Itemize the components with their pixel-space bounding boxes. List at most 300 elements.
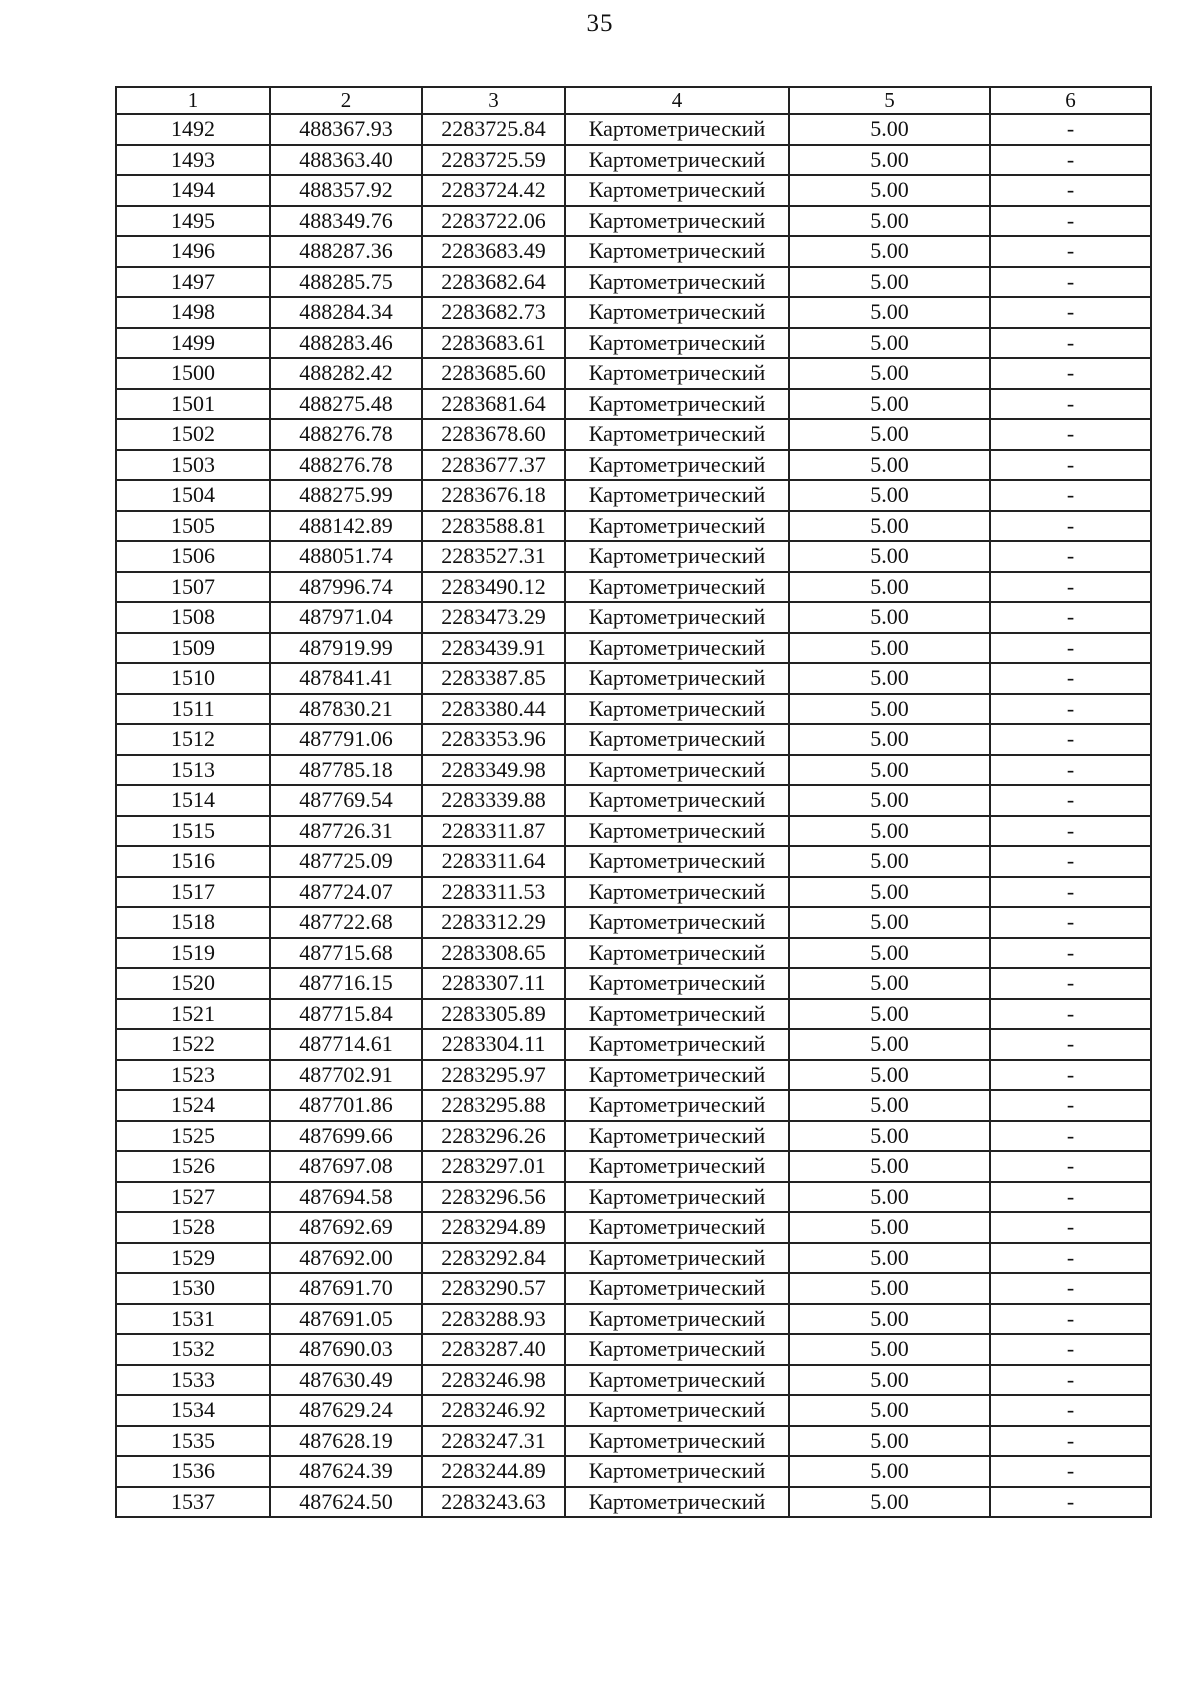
description-cell: - <box>990 114 1151 145</box>
accuracy-cell: 5.00 <box>789 541 990 572</box>
table-row <box>116 1212 1151 1243</box>
x-coordinate-cell: 487722.68 <box>270 907 422 938</box>
description-cell: - <box>990 1151 1151 1182</box>
accuracy-cell: 5.00 <box>789 1090 990 1121</box>
table-row <box>116 1121 1151 1152</box>
accuracy-cell: 5.00 <box>789 206 990 237</box>
point-number-cell: 1528 <box>116 1212 270 1243</box>
accuracy-cell: 5.00 <box>789 328 990 359</box>
y-coordinate-cell: 2283527.31 <box>422 541 565 572</box>
x-coordinate-cell: 487715.68 <box>270 938 422 969</box>
point-number-cell: 1510 <box>116 663 270 694</box>
x-coordinate-cell: 487724.07 <box>270 877 422 908</box>
method-cell: Картометрический <box>565 175 789 206</box>
point-number-cell: 1494 <box>116 175 270 206</box>
x-coordinate-cell: 487714.61 <box>270 1029 422 1060</box>
accuracy-cell: 5.00 <box>789 175 990 206</box>
y-coordinate-cell: 2283725.84 <box>422 114 565 145</box>
point-number-cell: 1492 <box>116 114 270 145</box>
description-cell: - <box>990 755 1151 786</box>
description-cell: - <box>990 724 1151 755</box>
method-cell: Картометрический <box>565 572 789 603</box>
coordinates-table <box>115 86 1152 1518</box>
table-row <box>116 572 1151 603</box>
accuracy-cell: 5.00 <box>789 1395 990 1426</box>
method-cell: Картометрический <box>565 1212 789 1243</box>
method-cell: Картометрический <box>565 511 789 542</box>
table-row <box>116 389 1151 420</box>
x-coordinate-cell: 488367.93 <box>270 114 422 145</box>
x-coordinate-cell: 488283.46 <box>270 328 422 359</box>
description-cell: - <box>990 1456 1151 1487</box>
description-cell: - <box>990 175 1151 206</box>
description-cell: - <box>990 419 1151 450</box>
x-coordinate-cell: 487716.15 <box>270 968 422 999</box>
x-coordinate-cell: 488349.76 <box>270 206 422 237</box>
point-number-cell: 1514 <box>116 785 270 816</box>
table-row <box>116 694 1151 725</box>
accuracy-cell: 5.00 <box>789 724 990 755</box>
method-cell: Картометрический <box>565 145 789 176</box>
method-cell: Картометрический <box>565 724 789 755</box>
table-row <box>116 724 1151 755</box>
x-coordinate-cell: 487694.58 <box>270 1182 422 1213</box>
accuracy-cell: 5.00 <box>789 816 990 847</box>
y-coordinate-cell: 2283353.96 <box>422 724 565 755</box>
method-cell: Картометрический <box>565 389 789 420</box>
description-cell: - <box>990 328 1151 359</box>
x-coordinate-cell: 487791.06 <box>270 724 422 755</box>
table-row <box>116 1395 1151 1426</box>
method-cell: Картометрический <box>565 328 789 359</box>
method-cell: Картометрический <box>565 480 789 511</box>
x-coordinate-cell: 488276.78 <box>270 450 422 481</box>
accuracy-cell: 5.00 <box>789 907 990 938</box>
point-number-cell: 1499 <box>116 328 270 359</box>
accuracy-cell: 5.00 <box>789 450 990 481</box>
point-number-cell: 1513 <box>116 755 270 786</box>
point-number-cell: 1527 <box>116 1182 270 1213</box>
accuracy-cell: 5.00 <box>789 1212 990 1243</box>
description-cell: - <box>990 145 1151 176</box>
table-row <box>116 297 1151 328</box>
method-cell: Картометрический <box>565 267 789 298</box>
table-row <box>116 1090 1151 1121</box>
accuracy-cell: 5.00 <box>789 755 990 786</box>
point-number-cell: 1511 <box>116 694 270 725</box>
y-coordinate-cell: 2283304.11 <box>422 1029 565 1060</box>
point-number-cell: 1496 <box>116 236 270 267</box>
method-cell: Картометрический <box>565 1304 789 1335</box>
accuracy-cell: 5.00 <box>789 358 990 389</box>
point-number-cell: 1512 <box>116 724 270 755</box>
y-coordinate-cell: 2283246.98 <box>422 1365 565 1396</box>
point-number-cell: 1501 <box>116 389 270 420</box>
x-coordinate-cell: 488363.40 <box>270 145 422 176</box>
point-number-cell: 1505 <box>116 511 270 542</box>
table-row <box>116 816 1151 847</box>
method-cell: Картометрический <box>565 694 789 725</box>
x-coordinate-cell: 487699.66 <box>270 1121 422 1152</box>
x-coordinate-cell: 487996.74 <box>270 572 422 603</box>
point-number-cell: 1507 <box>116 572 270 603</box>
y-coordinate-cell: 2283490.12 <box>422 572 565 603</box>
description-cell: - <box>990 1426 1151 1457</box>
table-row <box>116 175 1151 206</box>
table-row <box>116 267 1151 298</box>
accuracy-cell: 5.00 <box>789 1334 990 1365</box>
point-number-cell: 1508 <box>116 602 270 633</box>
description-cell: - <box>990 389 1151 420</box>
column-header: 2 <box>270 87 422 114</box>
accuracy-cell: 5.00 <box>789 1243 990 1274</box>
method-cell: Картометрический <box>565 1334 789 1365</box>
accuracy-cell: 5.00 <box>789 114 990 145</box>
y-coordinate-cell: 2283681.64 <box>422 389 565 420</box>
accuracy-cell: 5.00 <box>789 389 990 420</box>
accuracy-cell: 5.00 <box>789 236 990 267</box>
y-coordinate-cell: 2283387.85 <box>422 663 565 694</box>
method-cell: Картометрический <box>565 206 789 237</box>
column-header: 6 <box>990 87 1151 114</box>
description-cell: - <box>990 1243 1151 1274</box>
table-row <box>116 907 1151 938</box>
method-cell: Картометрический <box>565 938 789 969</box>
accuracy-cell: 5.00 <box>789 846 990 877</box>
accuracy-cell: 5.00 <box>789 145 990 176</box>
point-number-cell: 1516 <box>116 846 270 877</box>
point-number-cell: 1534 <box>116 1395 270 1426</box>
point-number-cell: 1520 <box>116 968 270 999</box>
x-coordinate-cell: 488282.42 <box>270 358 422 389</box>
page-number: 35 <box>586 10 614 37</box>
method-cell: Картометрический <box>565 1151 789 1182</box>
x-coordinate-cell: 487624.50 <box>270 1487 422 1518</box>
description-cell: - <box>990 877 1151 908</box>
table-row <box>116 938 1151 969</box>
x-coordinate-cell: 488275.48 <box>270 389 422 420</box>
column-header: 5 <box>789 87 990 114</box>
accuracy-cell: 5.00 <box>789 1029 990 1060</box>
method-cell: Картометрический <box>565 602 789 633</box>
y-coordinate-cell: 2283292.84 <box>422 1243 565 1274</box>
y-coordinate-cell: 2283722.06 <box>422 206 565 237</box>
description-cell: - <box>990 1365 1151 1396</box>
x-coordinate-cell: 487628.19 <box>270 1426 422 1457</box>
point-number-cell: 1509 <box>116 633 270 664</box>
method-cell: Картометрический <box>565 1273 789 1304</box>
y-coordinate-cell: 2283294.89 <box>422 1212 565 1243</box>
description-cell: - <box>990 633 1151 664</box>
description-cell: - <box>990 1395 1151 1426</box>
method-cell: Картометрический <box>565 541 789 572</box>
description-cell: - <box>990 1304 1151 1335</box>
point-number-cell: 1536 <box>116 1456 270 1487</box>
description-cell: - <box>990 694 1151 725</box>
x-coordinate-cell: 487691.05 <box>270 1304 422 1335</box>
point-number-cell: 1525 <box>116 1121 270 1152</box>
y-coordinate-cell: 2283339.88 <box>422 785 565 816</box>
table-row <box>116 1304 1151 1335</box>
table-row <box>116 755 1151 786</box>
x-coordinate-cell: 487726.31 <box>270 816 422 847</box>
description-cell: - <box>990 358 1151 389</box>
method-cell: Картометрический <box>565 1487 789 1518</box>
table-row <box>116 1029 1151 1060</box>
x-coordinate-cell: 487702.91 <box>270 1060 422 1091</box>
table-row <box>116 1426 1151 1457</box>
point-number-cell: 1506 <box>116 541 270 572</box>
y-coordinate-cell: 2283297.01 <box>422 1151 565 1182</box>
point-number-cell: 1497 <box>116 267 270 298</box>
y-coordinate-cell: 2283588.81 <box>422 511 565 542</box>
x-coordinate-cell: 488051.74 <box>270 541 422 572</box>
method-cell: Картометрический <box>565 785 789 816</box>
accuracy-cell: 5.00 <box>789 1365 990 1396</box>
x-coordinate-cell: 488287.36 <box>270 236 422 267</box>
point-number-cell: 1504 <box>116 480 270 511</box>
method-cell: Картометрический <box>565 1395 789 1426</box>
method-cell: Картометрический <box>565 663 789 694</box>
y-coordinate-cell: 2283247.31 <box>422 1426 565 1457</box>
y-coordinate-cell: 2283287.40 <box>422 1334 565 1365</box>
description-cell: - <box>990 938 1151 969</box>
method-cell: Картометрический <box>565 816 789 847</box>
description-cell: - <box>990 206 1151 237</box>
accuracy-cell: 5.00 <box>789 1304 990 1335</box>
point-number-cell: 1515 <box>116 816 270 847</box>
y-coordinate-cell: 2283724.42 <box>422 175 565 206</box>
point-number-cell: 1498 <box>116 297 270 328</box>
y-coordinate-cell: 2283311.64 <box>422 846 565 877</box>
point-number-cell: 1495 <box>116 206 270 237</box>
table-row <box>116 1273 1151 1304</box>
description-cell: - <box>990 267 1151 298</box>
y-coordinate-cell: 2283473.29 <box>422 602 565 633</box>
y-coordinate-cell: 2283290.57 <box>422 1273 565 1304</box>
x-coordinate-cell: 487919.99 <box>270 633 422 664</box>
point-number-cell: 1524 <box>116 1090 270 1121</box>
description-cell: - <box>990 1182 1151 1213</box>
method-cell: Картометрический <box>565 1060 789 1091</box>
method-cell: Картометрический <box>565 907 789 938</box>
y-coordinate-cell: 2283288.93 <box>422 1304 565 1335</box>
y-coordinate-cell: 2283295.97 <box>422 1060 565 1091</box>
table-row <box>116 236 1151 267</box>
description-cell: - <box>990 816 1151 847</box>
description-cell: - <box>990 572 1151 603</box>
table-row <box>116 145 1151 176</box>
method-cell: Картометрический <box>565 358 789 389</box>
accuracy-cell: 5.00 <box>789 1151 990 1182</box>
accuracy-cell: 5.00 <box>789 1273 990 1304</box>
table-row <box>116 358 1151 389</box>
description-cell: - <box>990 1060 1151 1091</box>
accuracy-cell: 5.00 <box>789 694 990 725</box>
table-row <box>116 846 1151 877</box>
y-coordinate-cell: 2283307.11 <box>422 968 565 999</box>
table-row <box>116 480 1151 511</box>
table-row <box>116 450 1151 481</box>
y-coordinate-cell: 2283246.92 <box>422 1395 565 1426</box>
accuracy-cell: 5.00 <box>789 968 990 999</box>
x-coordinate-cell: 487690.03 <box>270 1334 422 1365</box>
x-coordinate-cell: 487769.54 <box>270 785 422 816</box>
method-cell: Картометрический <box>565 968 789 999</box>
x-coordinate-cell: 488275.99 <box>270 480 422 511</box>
point-number-cell: 1493 <box>116 145 270 176</box>
x-coordinate-cell: 487715.84 <box>270 999 422 1030</box>
table-row <box>116 206 1151 237</box>
x-coordinate-cell: 487624.39 <box>270 1456 422 1487</box>
point-number-cell: 1530 <box>116 1273 270 1304</box>
table-row <box>116 1334 1151 1365</box>
x-coordinate-cell: 487629.24 <box>270 1395 422 1426</box>
description-cell: - <box>990 602 1151 633</box>
table-row <box>116 968 1151 999</box>
accuracy-cell: 5.00 <box>789 633 990 664</box>
point-number-cell: 1518 <box>116 907 270 938</box>
y-coordinate-cell: 2283683.61 <box>422 328 565 359</box>
accuracy-cell: 5.00 <box>789 1456 990 1487</box>
x-coordinate-cell: 487841.41 <box>270 663 422 694</box>
point-number-cell: 1522 <box>116 1029 270 1060</box>
y-coordinate-cell: 2283305.89 <box>422 999 565 1030</box>
method-cell: Картометрический <box>565 846 789 877</box>
method-cell: Картометрический <box>565 1243 789 1274</box>
method-cell: Картометрический <box>565 114 789 145</box>
accuracy-cell: 5.00 <box>789 663 990 694</box>
y-coordinate-cell: 2283312.29 <box>422 907 565 938</box>
point-number-cell: 1535 <box>116 1426 270 1457</box>
accuracy-cell: 5.00 <box>789 1487 990 1518</box>
accuracy-cell: 5.00 <box>789 267 990 298</box>
x-coordinate-cell: 487971.04 <box>270 602 422 633</box>
table-body <box>116 114 1151 1517</box>
point-number-cell: 1537 <box>116 1487 270 1518</box>
accuracy-cell: 5.00 <box>789 1060 990 1091</box>
method-cell: Картометрический <box>565 450 789 481</box>
table-row <box>116 785 1151 816</box>
table-row <box>116 663 1151 694</box>
column-header: 1 <box>116 87 270 114</box>
table-row <box>116 602 1151 633</box>
y-coordinate-cell: 2283311.53 <box>422 877 565 908</box>
y-coordinate-cell: 2283677.37 <box>422 450 565 481</box>
y-coordinate-cell: 2283678.60 <box>422 419 565 450</box>
y-coordinate-cell: 2283380.44 <box>422 694 565 725</box>
table-row <box>116 114 1151 145</box>
x-coordinate-cell: 488276.78 <box>270 419 422 450</box>
y-coordinate-cell: 2283308.65 <box>422 938 565 969</box>
point-number-cell: 1529 <box>116 1243 270 1274</box>
accuracy-cell: 5.00 <box>789 1121 990 1152</box>
point-number-cell: 1526 <box>116 1151 270 1182</box>
table-row <box>116 1243 1151 1274</box>
method-cell: Картометрический <box>565 1426 789 1457</box>
x-coordinate-cell: 487692.00 <box>270 1243 422 1274</box>
y-coordinate-cell: 2283244.89 <box>422 1456 565 1487</box>
y-coordinate-cell: 2283439.91 <box>422 633 565 664</box>
method-cell: Картометрический <box>565 1029 789 1060</box>
description-cell: - <box>990 1212 1151 1243</box>
table-row <box>116 1182 1151 1213</box>
method-cell: Картометрический <box>565 1365 789 1396</box>
method-cell: Картометрический <box>565 1182 789 1213</box>
x-coordinate-cell: 487697.08 <box>270 1151 422 1182</box>
description-cell: - <box>990 1090 1151 1121</box>
x-coordinate-cell: 487830.21 <box>270 694 422 725</box>
point-number-cell: 1523 <box>116 1060 270 1091</box>
method-cell: Картометрический <box>565 877 789 908</box>
description-cell: - <box>990 1029 1151 1060</box>
description-cell: - <box>990 1487 1151 1518</box>
accuracy-cell: 5.00 <box>789 1182 990 1213</box>
method-cell: Картометрический <box>565 633 789 664</box>
accuracy-cell: 5.00 <box>789 1426 990 1457</box>
y-coordinate-cell: 2283243.63 <box>422 1487 565 1518</box>
method-cell: Картометрический <box>565 755 789 786</box>
point-number-cell: 1521 <box>116 999 270 1030</box>
point-number-cell: 1503 <box>116 450 270 481</box>
method-cell: Картометрический <box>565 297 789 328</box>
description-cell: - <box>990 663 1151 694</box>
x-coordinate-cell: 487692.69 <box>270 1212 422 1243</box>
table-row <box>116 511 1151 542</box>
point-number-cell: 1532 <box>116 1334 270 1365</box>
x-coordinate-cell: 487701.86 <box>270 1090 422 1121</box>
table-row <box>116 1487 1151 1518</box>
y-coordinate-cell: 2283295.88 <box>422 1090 565 1121</box>
accuracy-cell: 5.00 <box>789 602 990 633</box>
x-coordinate-cell: 488284.34 <box>270 297 422 328</box>
table-row <box>116 1060 1151 1091</box>
table-row <box>116 1456 1151 1487</box>
accuracy-cell: 5.00 <box>789 297 990 328</box>
description-cell: - <box>990 1273 1151 1304</box>
accuracy-cell: 5.00 <box>789 572 990 603</box>
y-coordinate-cell: 2283349.98 <box>422 755 565 786</box>
table-row <box>116 1151 1151 1182</box>
x-coordinate-cell: 488285.75 <box>270 267 422 298</box>
table-row <box>116 541 1151 572</box>
table-row <box>116 1365 1151 1396</box>
point-number-cell: 1531 <box>116 1304 270 1335</box>
y-coordinate-cell: 2283676.18 <box>422 480 565 511</box>
description-cell: - <box>990 846 1151 877</box>
method-cell: Картометрический <box>565 1090 789 1121</box>
y-coordinate-cell: 2283311.87 <box>422 816 565 847</box>
accuracy-cell: 5.00 <box>789 511 990 542</box>
x-coordinate-cell: 487691.70 <box>270 1273 422 1304</box>
accuracy-cell: 5.00 <box>789 877 990 908</box>
table-row <box>116 328 1151 359</box>
x-coordinate-cell: 487630.49 <box>270 1365 422 1396</box>
table-row <box>116 633 1151 664</box>
method-cell: Картометрический <box>565 1456 789 1487</box>
description-cell: - <box>990 541 1151 572</box>
point-number-cell: 1500 <box>116 358 270 389</box>
point-number-cell: 1519 <box>116 938 270 969</box>
y-coordinate-cell: 2283296.26 <box>422 1121 565 1152</box>
description-cell: - <box>990 785 1151 816</box>
method-cell: Картометрический <box>565 1121 789 1152</box>
description-cell: - <box>990 999 1151 1030</box>
method-cell: Картометрический <box>565 419 789 450</box>
table-row <box>116 419 1151 450</box>
table-header-row <box>116 87 1151 114</box>
description-cell: - <box>990 297 1151 328</box>
